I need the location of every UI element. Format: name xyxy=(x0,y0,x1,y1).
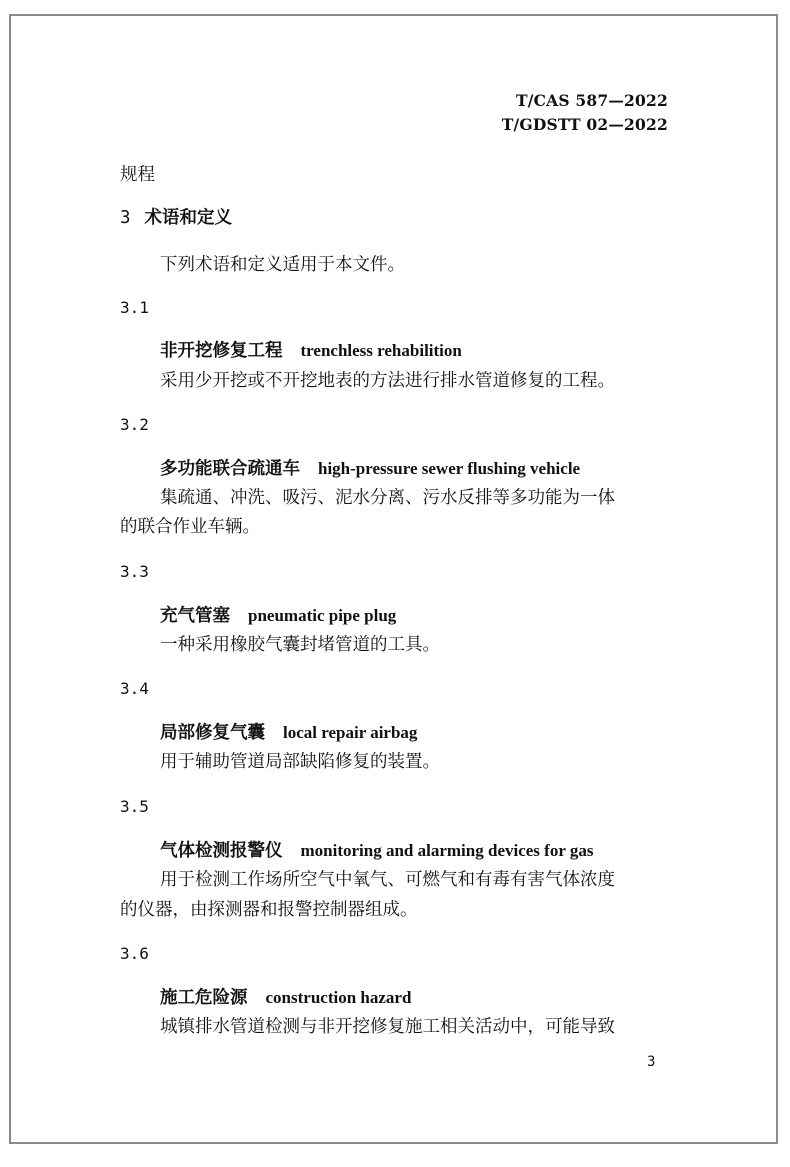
page-number: 3 xyxy=(647,1054,656,1070)
clause-number: 3.5 xyxy=(120,797,149,816)
term-definition: 用于检测工作场所空气中氧气、可燃气和有毒有害气体浓度 xyxy=(160,870,615,890)
term-zh: 气体检测报警仪 xyxy=(160,841,283,861)
standard-number-cas: T/CAS 587—2022 xyxy=(516,91,668,110)
term-zh: 局部修复气囊 xyxy=(160,723,265,743)
clause-number: 3.1 xyxy=(120,298,149,317)
term-zh: 充气管塞 xyxy=(160,606,230,626)
term-en: high-pressure sewer flushing vehicle xyxy=(318,459,581,478)
term-en: pneumatic pipe plug xyxy=(248,606,397,625)
term-zh: 多功能联合疏通车 xyxy=(160,459,300,479)
term-definition: 用于辅助管道局部缺陷修复的装置。 xyxy=(160,752,440,772)
term-entry xyxy=(160,722,417,744)
clause-number: 3.3 xyxy=(120,562,149,581)
term-zh: 非开挖修复工程 xyxy=(160,341,283,361)
term-definition: 一种采用橡胶气囊封堵管道的工具。 xyxy=(160,635,440,655)
term-definition: 集疏通、冲洗、吸污、泥水分离、污水反排等多功能为一体 xyxy=(160,488,615,508)
term-definition-continued: 的联合作业车辆。 xyxy=(120,517,260,537)
term-en: trenchless rehabilition xyxy=(300,341,462,360)
term-en: construction hazard xyxy=(265,988,412,1007)
term-entry xyxy=(160,340,462,362)
term-entry xyxy=(160,605,396,627)
clause-number: 3.4 xyxy=(120,679,149,698)
term-en: monitoring and alarming devices for gas xyxy=(300,841,594,860)
standard-number-gdstt: T/GDSTT 02—2022 xyxy=(501,115,668,134)
term-definition: 城镇排水管道检测与非开挖修复施工相关活动中，可能导致 xyxy=(160,1017,615,1037)
continued-text: 规程 xyxy=(120,165,155,185)
term-entry xyxy=(160,458,580,480)
section-number: 3 xyxy=(120,208,131,228)
section-title: 术语和定义 xyxy=(144,208,233,228)
term-definition-continued: 的仪器，由探测器和报警控制器组成。 xyxy=(120,900,418,920)
section-heading xyxy=(120,207,232,229)
term-en: local repair airbag xyxy=(283,723,418,742)
intro-paragraph: 下列术语和定义适用于本文件。 xyxy=(160,255,405,275)
term-zh: 施工危险源 xyxy=(160,988,248,1008)
term-definition: 采用少开挖或不开挖地表的方法进行排水管道修复的工程。 xyxy=(160,371,615,391)
term-entry xyxy=(160,987,411,1009)
clause-number: 3.6 xyxy=(120,944,149,963)
term-entry xyxy=(160,840,593,862)
clause-number: 3.2 xyxy=(120,415,149,434)
